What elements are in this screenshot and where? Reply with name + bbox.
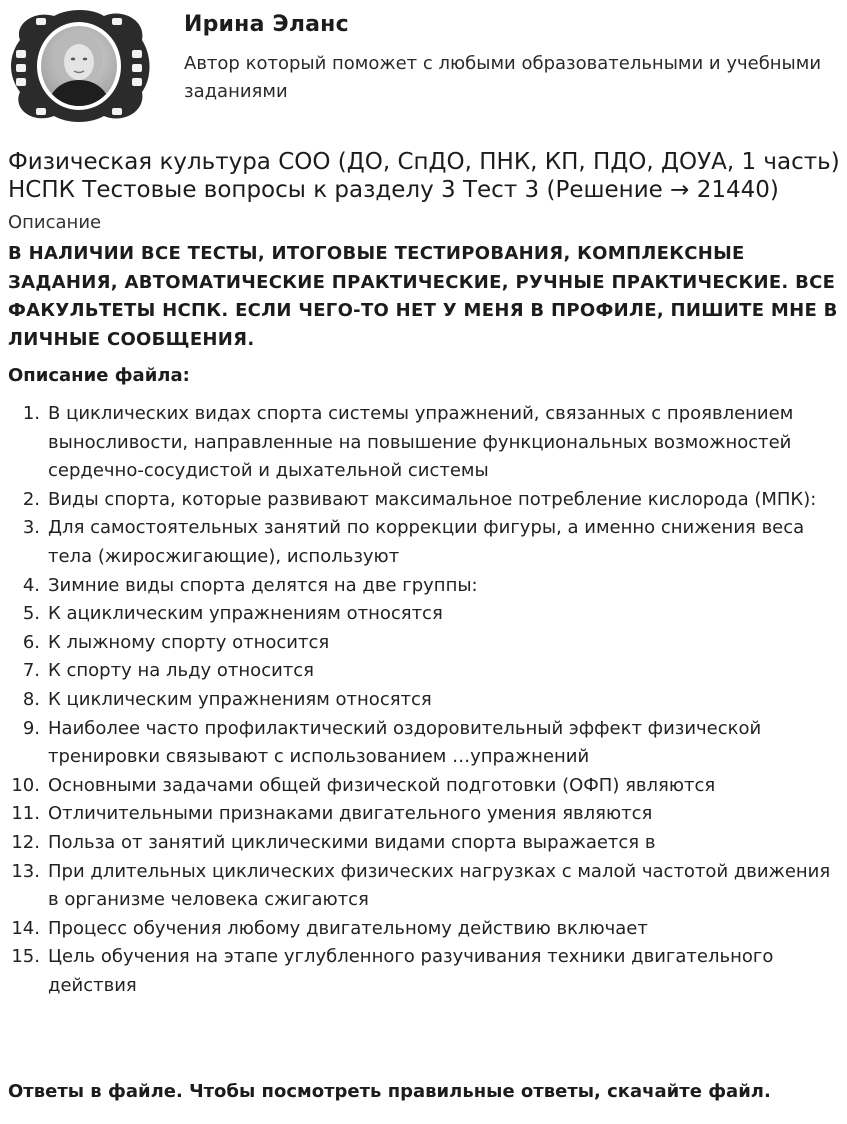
question-text: К циклическим упражнениям относятся [48,688,432,710]
description-notice: В НАЛИЧИИ ВСЕ ТЕСТЫ, ИТОГОВЫЕ ТЕСТИРОВАНИЯ, КОМПЛЕКСНЫЕ ЗАДАНИЯ, АВТОМАТИЧЕСКИЕ ПРАКТИЧЕСКИЕ, РУЧНЫЕ ПРАКТИЧЕСКИЕ. ВСЕ ФАКУЛЬТЕТЫ НСПК. ЕСЛИ ЧЕГО-ТО НЕТ У МЕНЯ В ПРОФИЛЕ, ПИШИТЕ МНЕ В ЛИЧНЫЕ СООБЩЕНИЯ. [8,243,838,350]
question-text: Процесс обучения любому двигательному действию включает [48,917,648,939]
list-item [8,572,842,601]
list-item [8,686,842,715]
question-text: К ациклическим упражнениям относятся [48,603,443,625]
question-text: К лыжному спорту относится [48,631,330,653]
question-number: 8. [22,688,40,710]
question-text: Для самостоятельных занятий по коррекции фигуры, а именно снижения веса тела (жиросжигающие), используют [48,517,805,567]
list-item [8,915,842,944]
author-avatar[interactable] [6,6,152,126]
list-item [8,943,842,1000]
question-text: К спорту на льду относится [48,660,315,682]
document-content [8,148,842,1000]
author-bio: Автор который поможет с любыми образовательными и учебными заданиями [184,53,822,102]
question-number: 15. [11,946,40,968]
question-number: 10. [11,774,40,796]
list-item [8,829,842,858]
question-number: 7. [22,660,40,682]
question-number: 1. [22,403,40,424]
document-title: Физическая культура СОО (ДО, СпДО, ПНК, КП, ПДО, ДОУА, 1 часть) НСПК Тестовые вопросы к разделу 3 Тест 3 (Решение → 21440) [8,149,840,203]
answers-note: Ответы в файле. Чтобы посмотреть правильные ответы, скачайте файл. [8,1081,771,1102]
list-item [8,486,842,515]
question-number: 12. [11,831,40,853]
list-item [8,800,842,829]
question-text: Наиболее часто профилактический оздоровительный эффект физической тренировки связывают с использованием …упражнений [48,717,762,768]
description-label: Описание [8,212,102,233]
film-frame-avatar-icon [6,6,152,126]
author-name[interactable]: Ирина Эланс [184,12,349,37]
list-item [8,514,842,571]
question-number: 9. [22,717,40,739]
question-number: 4. [22,574,40,596]
list-item [8,629,842,658]
question-text: Основными задачами общей физической подготовки (ОФП) являются [48,774,716,796]
question-number: 2. [22,488,40,510]
list-item [8,400,842,486]
list-item [8,858,842,915]
list-item [8,772,842,801]
question-number: 5. [22,603,40,625]
list-item [8,600,842,629]
question-number: 11. [11,803,40,825]
question-number: 6. [22,631,40,653]
question-number: 13. [11,860,40,882]
question-text: Цель обучения на этапе углубленного разучивания техники двигательного действия [48,946,774,996]
question-text: Зимние виды спорта делятся на две группы: [48,574,478,596]
question-text: Отличительными признаками двигательного умения являются [48,803,653,825]
author-header [0,0,847,130]
list-item [8,657,842,686]
question-text: Виды спорта, которые развивают максимальное потребление кислорода (МПК): [48,488,817,510]
list-item [8,715,842,772]
questions-list [8,400,842,1000]
question-number: 14. [11,917,40,939]
question-number: 3. [22,517,40,539]
question-text: При длительных циклических физических нагрузках с малой частотой движения в организме человека сжигаются [48,860,831,911]
file-description-label: Описание файла: [8,365,190,386]
question-text: В циклических видах спорта системы упражнений, связанных с проявлением выносливости, направленные на повышение функциональных возможностей сердечно-сосудистой и дыхательной системы [48,403,794,482]
question-text: Польза от занятий циклическими видами спорта выражается в [48,831,656,853]
